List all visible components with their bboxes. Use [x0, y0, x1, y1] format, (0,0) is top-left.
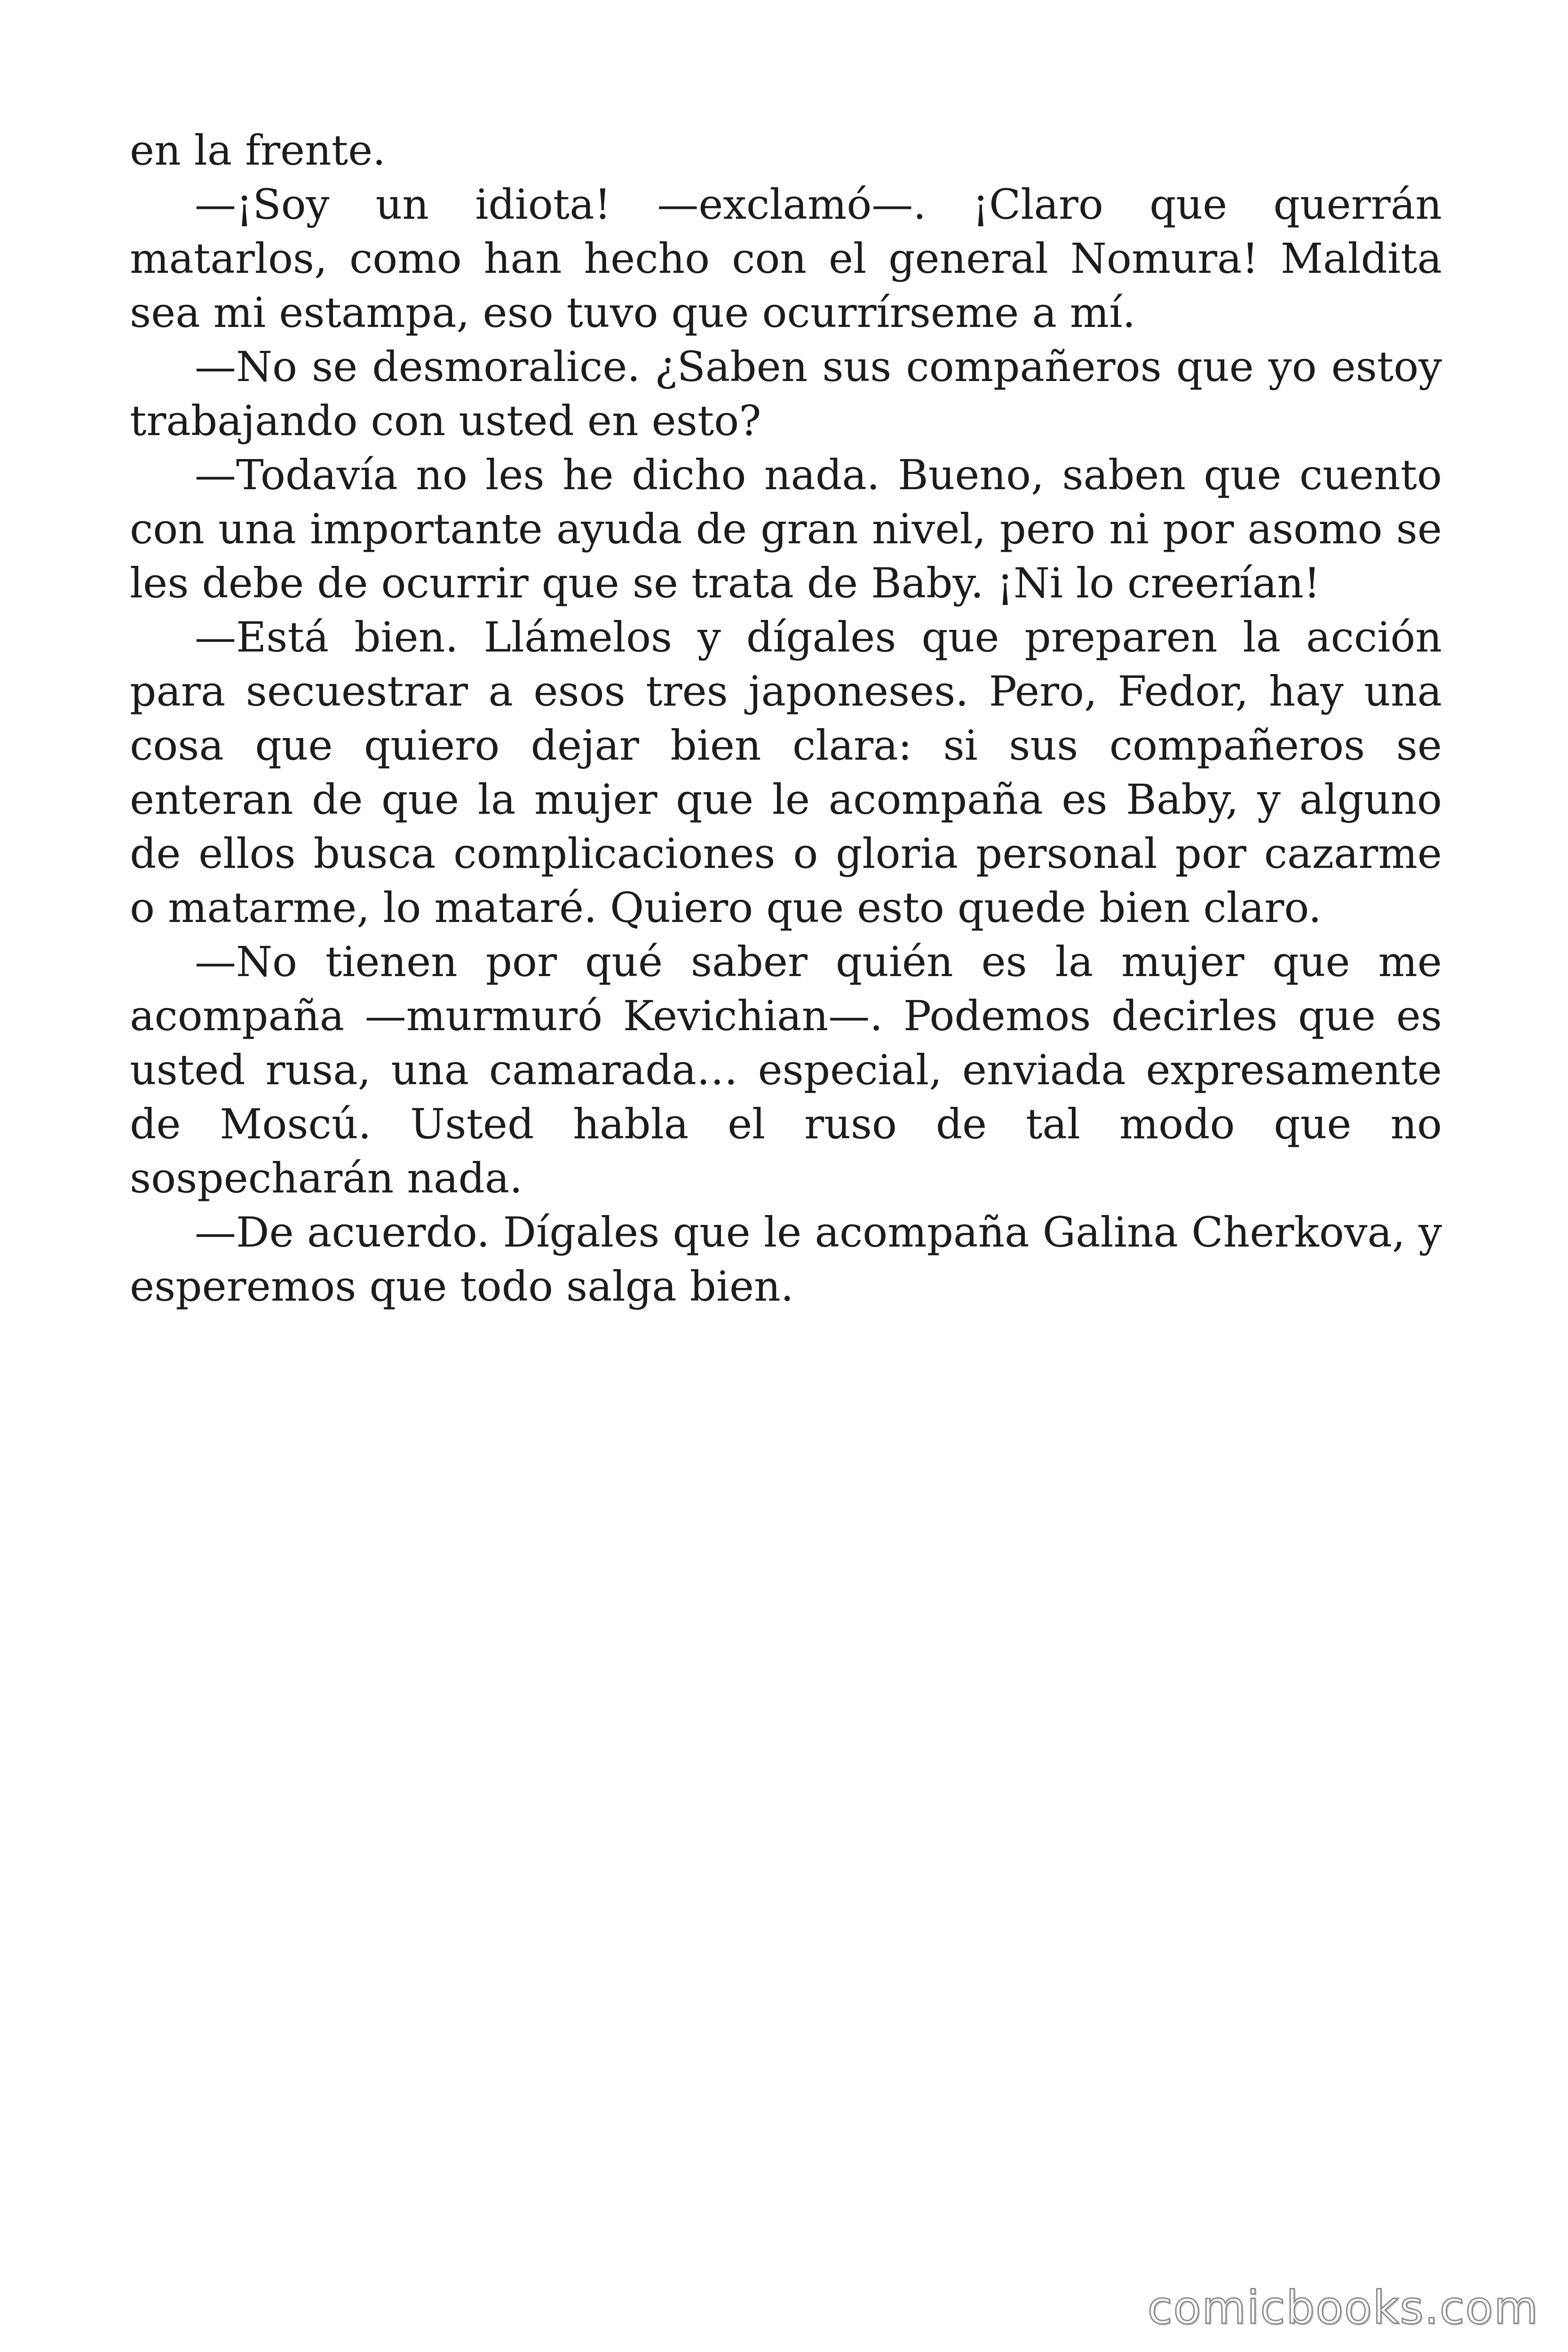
paragraph-6: —No tienen por qué saber quién es la mujer que me acompaña —murmuró Kevichian—. Podemos decirles que es usted rusa, una camarada… especial, enviada expresamente de Moscú. Usted habla el ruso de tal modo que no sospecharán nada. [130, 938, 1442, 1202]
paragraph-4: —Todavía no les he dicho nada. Bueno, saben que cuento con una importante ayuda de gran nivel, pero ni por asomo se les debe de ocurrir que se trata de Baby. ¡Ni lo creerían! [130, 451, 1442, 607]
paragraph-5: —Está bien. Llámelos y dígales que preparen la acción para secuestrar a esos tres japoneses. Pero, Fedor, hay una cosa que quiero dejar bien clara: si sus compañeros se enteran de que la mujer que le acompaña es Baby, y alguno de ellos busca complicaciones o gloria personal por cazarme o matarme, lo mataré. Quiero que esto quede bien claro. [130, 613, 1442, 932]
paragraph-2: —¡Soy un idiota! —exclamó—. ¡Claro que querrán matarlos, como han hecho con el general Nomura! Maldita sea mi estampa, eso tuvo que ocurrírseme a mí. [130, 180, 1442, 337]
paragraph-1: en la frente. [130, 126, 386, 175]
paragraph-3: —No se desmoralice. ¿Saben sus compañeros que yo estoy trabajando con usted en esto? [130, 342, 1442, 445]
page-body [130, 123, 1442, 1313]
paragraph-7: —De acuerdo. Dígales que le acompaña Galina Cherkova, y esperemos que todo salga bien. [130, 1208, 1442, 1311]
watermark-logo: comicbooks.com [1147, 2281, 1539, 2334]
